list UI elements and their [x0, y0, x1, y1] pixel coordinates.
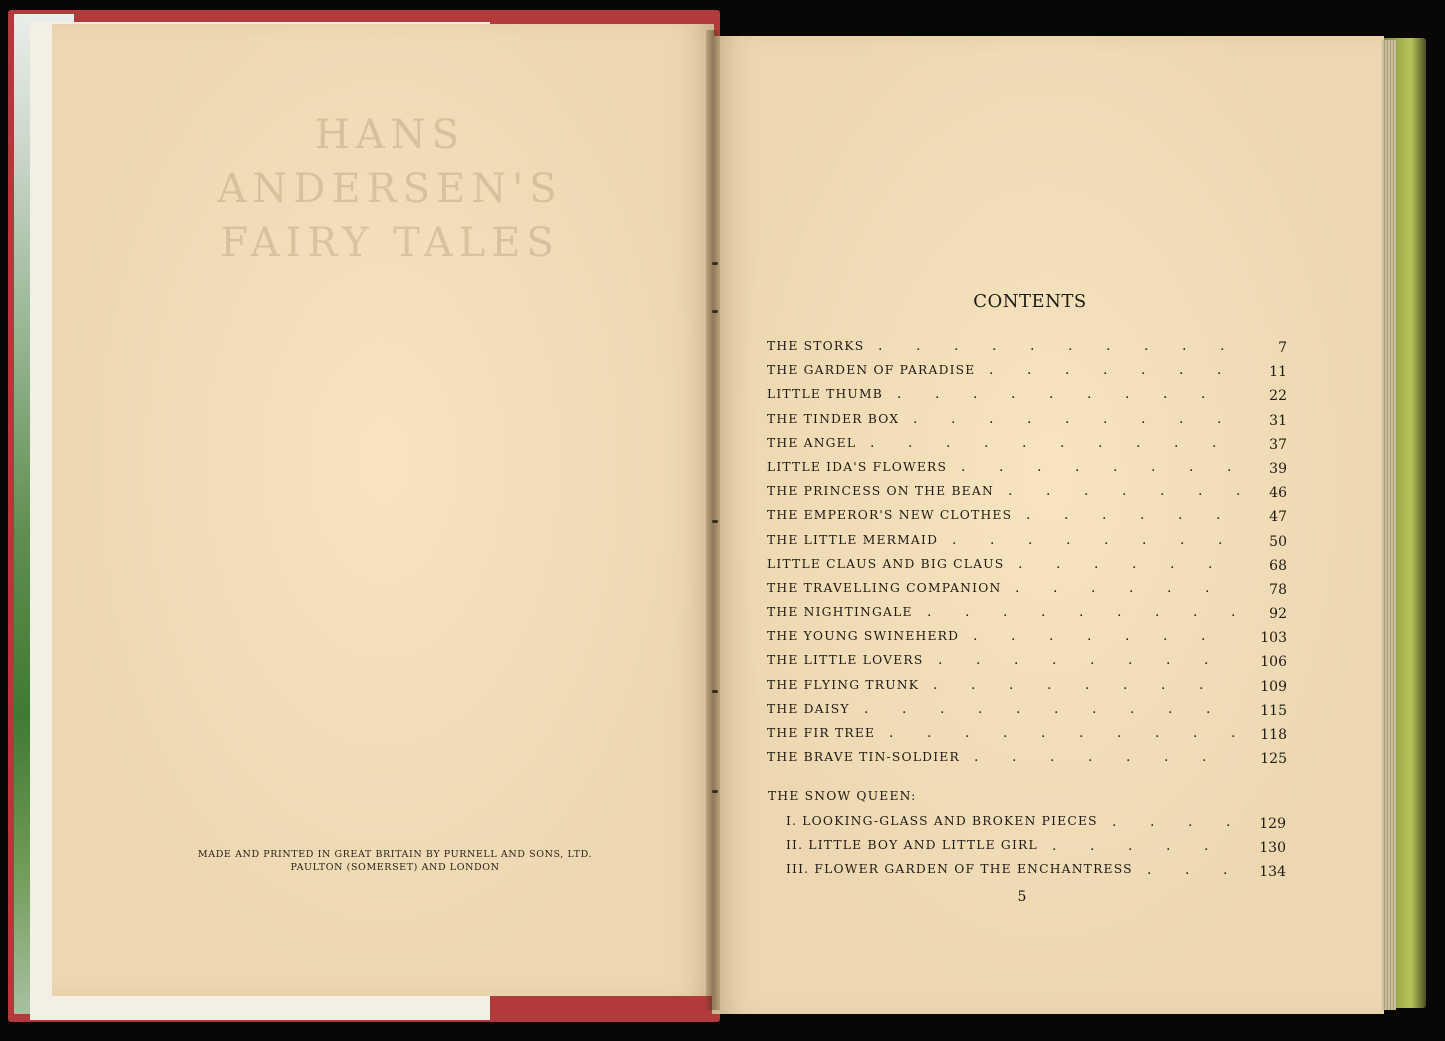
contents-entry [767, 358, 1287, 382]
entry-page-number: 130 [1259, 840, 1286, 856]
binding-stitch [712, 690, 718, 693]
leader-dots: . . . . . . . . [961, 458, 1232, 475]
entry-title: LITTLE THUMB [767, 387, 884, 402]
contents-entry [786, 858, 1286, 882]
leader-dots: . . . . . . . . . . [864, 700, 1211, 717]
leader-dots: . . . . . . . . . [913, 410, 1222, 427]
binding-stitch [712, 310, 718, 313]
leader-dots: . . . . . . . [974, 749, 1207, 766]
contents-entry [767, 382, 1287, 406]
entry-title: I. LOOKING-GLASS AND BROKEN PIECES [786, 814, 1098, 828]
entry-title: THE NIGHTINGALE [767, 605, 913, 620]
entry-title: THE LITTLE LOVERS [767, 653, 924, 668]
entry-title: THE BRAVE TIN-SOLDIER [767, 750, 960, 765]
contents-entry [767, 503, 1287, 527]
leader-dots: . . . . . . . . [933, 676, 1204, 693]
entry-page-number: 103 [1260, 630, 1287, 647]
leader-dots: . . . . . . . . . [897, 386, 1206, 403]
contents-entry [767, 576, 1287, 600]
entry-page-number: 46 [1269, 485, 1287, 502]
entry-page-number: 39 [1269, 460, 1287, 477]
contents-list [767, 334, 1287, 769]
imprint-line: PAULTON (SOMERSET) AND LONDON [290, 862, 500, 873]
leader-dots: . . . . . . . [1008, 483, 1241, 500]
contents-entry [767, 479, 1287, 503]
entry-title: THE FIR TREE [767, 726, 876, 740]
show-through-title-line: FAIRY TALES [220, 220, 560, 266]
binding-stitch [712, 262, 718, 265]
leader-dots: . . . . . . [1026, 507, 1221, 524]
entry-page-number: 78 [1269, 581, 1287, 598]
contents-entry [767, 673, 1287, 697]
show-through-title [150, 108, 630, 270]
contents-entry [767, 745, 1287, 769]
contents-entry [767, 552, 1287, 576]
contents-entry [767, 431, 1287, 455]
entry-page-number: 7 [1278, 340, 1287, 356]
imprint-line: MADE AND PRINTED IN GREAT BRITAIN BY PURNELL AND SONS, LTD. [197, 849, 593, 860]
entry-page-number: 50 [1269, 533, 1287, 550]
entry-page-number: 125 [1260, 751, 1287, 768]
entry-page-number: 118 [1260, 727, 1287, 743]
section-parts-list [786, 810, 1286, 882]
contents-entry [767, 600, 1287, 624]
entry-title: THE ANGEL [767, 435, 857, 450]
contents-heading: CONTENTS [973, 291, 1087, 312]
page-number: 5 [1017, 889, 1027, 905]
entry-title: II. LITTLE BOY AND LITTLE GIRL [786, 838, 1038, 852]
entry-title: THE TRAVELLING COMPANION [767, 580, 1002, 595]
entry-page-number: 129 [1259, 816, 1286, 832]
entry-page-number: 106 [1260, 654, 1287, 671]
leader-dots: . . . . . . . . [938, 652, 1209, 669]
contents-entry [786, 810, 1286, 834]
contents-entry [767, 334, 1287, 358]
entry-title: THE YOUNG SWINEHERD [767, 629, 960, 644]
leader-dots: . . . . . . . . . . [870, 434, 1217, 451]
entry-title: LITTLE IDA'S FLOWERS [767, 459, 948, 474]
binding-stitch [712, 520, 718, 523]
entry-page-number: 115 [1260, 702, 1287, 719]
entry-title: THE DAISY [767, 701, 850, 716]
contents-entry [767, 721, 1287, 745]
contents-entry [786, 834, 1286, 858]
leader-dots: . . . . . . . . . . [889, 725, 1236, 741]
entry-page-number: 11 [1269, 364, 1287, 381]
show-through-title-line: HANS ANDERSEN'S [217, 112, 563, 212]
entry-page-number: 92 [1269, 606, 1287, 623]
printer-imprint [150, 848, 640, 874]
entry-page-number: 68 [1269, 557, 1287, 574]
contents-entry [767, 528, 1287, 552]
entry-title: THE GARDEN OF PARADISE [767, 363, 976, 378]
leader-dots: . . . . . [1052, 838, 1209, 854]
entry-title: THE LITTLE MERMAID [767, 532, 939, 547]
leader-dots: . . . [1147, 862, 1228, 878]
binding-stitch [712, 790, 718, 793]
entry-page-number: 37 [1269, 436, 1287, 453]
entry-title: THE STORKS [767, 339, 865, 353]
leader-dots: . . . . . . [1015, 579, 1210, 596]
page-edges [1382, 40, 1396, 1010]
entry-title: THE PRINCESS ON THE BEAN [767, 484, 994, 499]
contents-entry [767, 407, 1287, 431]
entry-title: THE TINDER BOX [767, 411, 900, 426]
leader-dots: . . . . . . . . . [927, 604, 1236, 621]
contents-entry [767, 624, 1287, 648]
leader-dots: . . . . [1112, 814, 1231, 830]
section-heading: THE SNOW QUEEN: [768, 789, 917, 803]
entry-title: LITTLE CLAUS AND BIG CLAUS [767, 556, 1005, 571]
contents-entry [767, 697, 1287, 721]
contents-entry [767, 648, 1287, 672]
leader-dots: . . . . . . . [989, 362, 1222, 379]
contents-entry [767, 455, 1287, 479]
leader-dots: . . . . . . [1018, 555, 1213, 572]
entry-page-number: 31 [1269, 412, 1287, 429]
entry-title: THE EMPEROR'S NEW CLOTHES [767, 508, 1013, 523]
leader-dots: . . . . . . . . [952, 531, 1223, 548]
leader-dots: . . . . . . . . . . [878, 338, 1225, 354]
entry-page-number: 134 [1259, 864, 1286, 880]
entry-page-number: 47 [1269, 509, 1287, 526]
leader-dots: . . . . . . . [973, 628, 1206, 645]
entry-title: III. FLOWER GARDEN OF THE ENCHANTRESS [786, 862, 1133, 876]
entry-page-number: 22 [1269, 388, 1287, 405]
entry-title: THE FLYING TRUNK [767, 677, 920, 692]
entry-page-number: 109 [1260, 678, 1287, 695]
